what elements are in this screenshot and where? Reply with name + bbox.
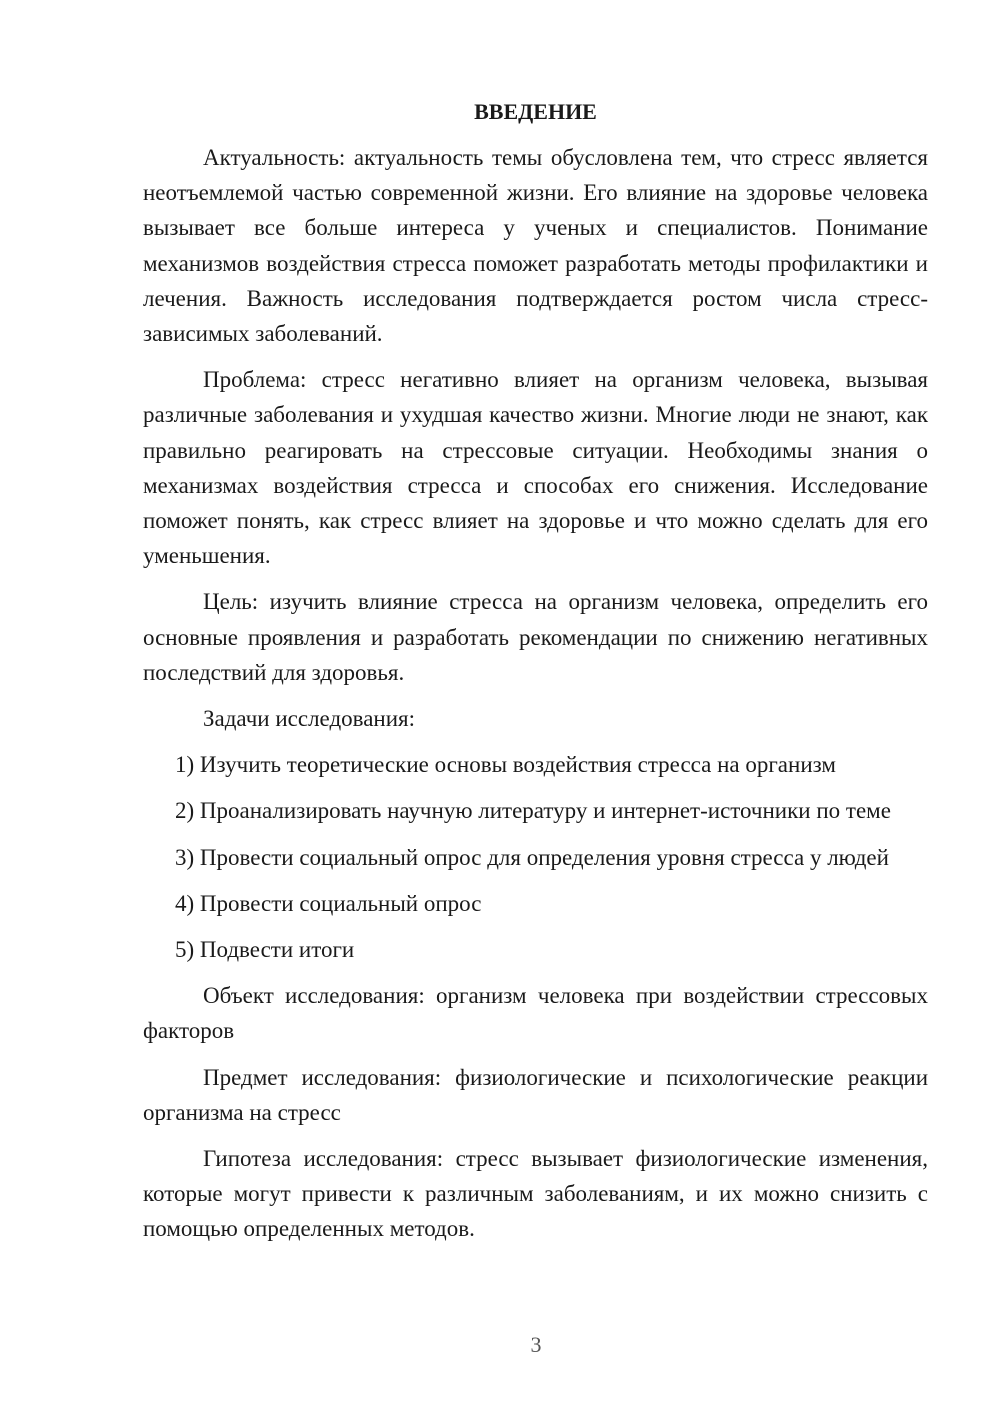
task-item-4: 4) Провести социальный опрос [175,890,482,916]
hypothesis-paragraph: Гипотеза исследования: стресс вызывает физиологические изменения, которые могут привести к различным заболеваниям, и их можно снизить с помощью определенных методов. [143,1146,928,1242]
subject-paragraph: Предмет исследования: физиологические и психологические реакции организма на стресс [143,1064,928,1125]
goal-paragraph: Цель: изучить влияние стресса на организм человека, определить его основные проявления и разработать рекомендации по снижению негативных последствий для здоровья. [143,589,928,685]
page-content [143,96,928,1258]
problem-paragraph: Проблема: стресс негативно влияет на организм человека, вызывая различные заболевания и ухудшая качество жизни. Многие люди не знают, как правильно реагировать на стрессовые ситуации. Необходимы знания о механизмах воздействия стресса и способах его снижения. Исследование поможет понять, как стресс влияет на здоровье и что можно сделать для его уменьшения. [143,367,928,569]
page-number: 3 [530,1332,542,1357]
task-item-2: 2) Проанализировать научную литературу и интернет-источники по теме [175,798,891,824]
task-item-1: 1) Изучить теоретические основы воздействия стресса на организм [175,752,836,778]
task-item-3: 3) Провести социальный опрос для определения уровня стресса у людей [175,844,889,870]
task-item-5: 5) Подвести итоги [175,937,355,963]
page-title: ВВЕДЕНИЕ [474,99,597,124]
relevance-paragraph: Актуальность: актуальность темы обусловлена тем, что стресс является неотъемлемой частью современной жизни. Его влияние на здоровье человека вызывает все больше интереса у ученых и специалистов. Понимание механизмов воздействия стресса поможет разработать методы профилактики и лечения. Важность исследования подтверждается ростом числа стресс-зависимых заболеваний. [143,145,928,347]
object-paragraph: Объект исследования: организм человека при воздействии стрессовых факторов [143,983,928,1044]
tasks-heading: Задачи исследования: [203,706,416,732]
